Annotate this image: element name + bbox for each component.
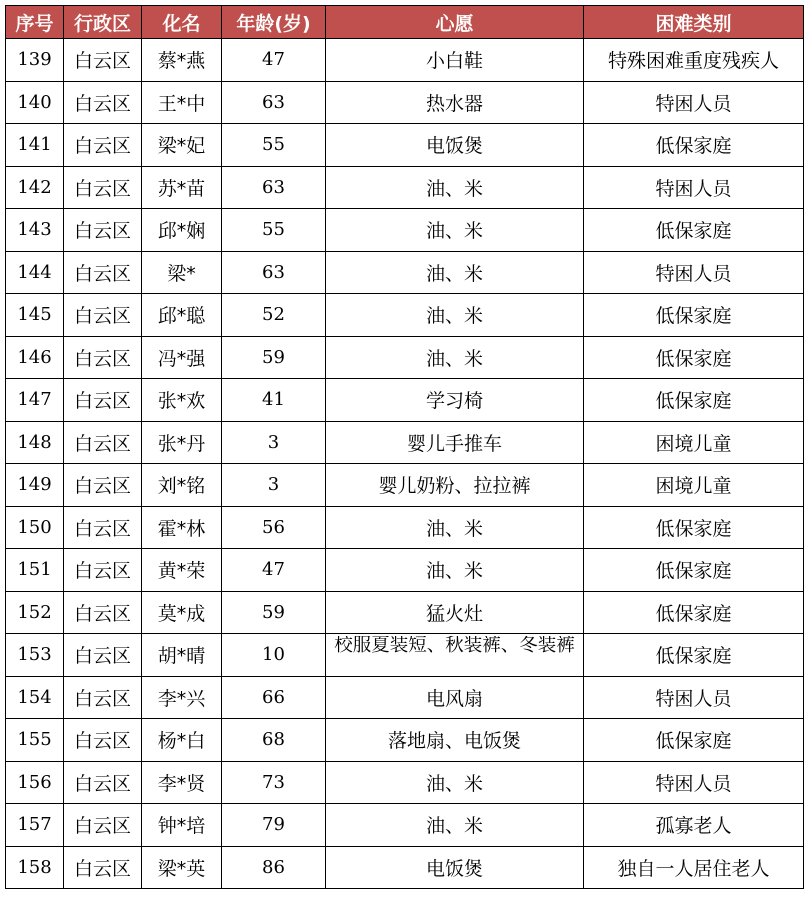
wish-cell — [326, 634, 584, 677]
table-row — [6, 379, 804, 422]
district-cell: 白云区 — [64, 506, 142, 549]
alias-cell: 苏*苗 — [142, 166, 222, 209]
table-row — [6, 81, 804, 124]
alias-cell: 霍*林 — [142, 506, 222, 549]
category-cell: 低保家庭 — [584, 719, 804, 762]
index-cell: 146 — [6, 336, 64, 379]
district-cell: 白云区 — [64, 549, 142, 592]
category-cell: 困境儿童 — [584, 464, 804, 507]
wish-cell: 婴儿奶粉、拉拉裤 — [326, 464, 584, 507]
district-cell: 白云区 — [64, 81, 142, 124]
table-row — [6, 634, 804, 677]
district-cell: 白云区 — [64, 336, 142, 379]
category-cell: 低保家庭 — [584, 294, 804, 337]
category-cell: 特困人员 — [584, 81, 804, 124]
category-cell: 特困人员 — [584, 166, 804, 209]
alias-cell: 张*欢 — [142, 379, 222, 422]
age-cell: 52 — [222, 294, 326, 337]
table-row — [6, 676, 804, 719]
district-cell: 白云区 — [64, 846, 142, 889]
alias-cell: 钟*培 — [142, 804, 222, 847]
alias-cell: 梁*英 — [142, 846, 222, 889]
district-cell: 白云区 — [64, 124, 142, 167]
district-cell: 白云区 — [64, 294, 142, 337]
table-row — [6, 549, 804, 592]
alias-cell: 张*丹 — [142, 421, 222, 464]
index-cell: 147 — [6, 379, 64, 422]
index-cell: 145 — [6, 294, 64, 337]
district-cell: 白云区 — [64, 209, 142, 252]
category-cell: 特困人员 — [584, 251, 804, 294]
wish-cell: 婴儿手推车 — [326, 421, 584, 464]
index-cell: 153 — [6, 634, 64, 677]
alias-cell: 刘*铭 — [142, 464, 222, 507]
category-cell: 低保家庭 — [584, 549, 804, 592]
alias-cell: 梁*妃 — [142, 124, 222, 167]
category-cell: 低保家庭 — [584, 591, 804, 634]
district-cell: 白云区 — [64, 421, 142, 464]
category-cell: 孤寡老人 — [584, 804, 804, 847]
district-cell: 白云区 — [64, 379, 142, 422]
age-cell: 55 — [222, 124, 326, 167]
district-cell: 白云区 — [64, 39, 142, 82]
alias-cell: 杨*白 — [142, 719, 222, 762]
age-cell: 66 — [222, 676, 326, 719]
wish-cell: 小白鞋 — [326, 39, 584, 82]
category-cell: 低保家庭 — [584, 506, 804, 549]
wish-cell: 油、米 — [326, 506, 584, 549]
age-cell: 86 — [222, 846, 326, 889]
category-cell: 特困人员 — [584, 676, 804, 719]
table-row — [6, 251, 804, 294]
wish-cell: 油、米 — [326, 804, 584, 847]
alias-cell: 冯*强 — [142, 336, 222, 379]
index-cell: 148 — [6, 421, 64, 464]
district-cell: 白云区 — [64, 591, 142, 634]
table-row — [6, 846, 804, 889]
age-cell: 55 — [222, 209, 326, 252]
index-cell: 142 — [6, 166, 64, 209]
category-cell: 低保家庭 — [584, 209, 804, 252]
header-cell-age: 年龄(岁) — [222, 6, 326, 39]
alias-cell: 李*贤 — [142, 761, 222, 804]
index-cell: 155 — [6, 719, 64, 762]
index-cell: 158 — [6, 846, 64, 889]
index-cell: 140 — [6, 81, 64, 124]
alias-cell: 胡*晴 — [142, 634, 222, 677]
age-cell: 73 — [222, 761, 326, 804]
table-row — [6, 336, 804, 379]
header-cell-wish: 心愿 — [326, 6, 584, 39]
wish-cell: 油、米 — [326, 761, 584, 804]
index-cell: 150 — [6, 506, 64, 549]
table-row — [6, 804, 804, 847]
index-cell: 143 — [6, 209, 64, 252]
age-cell: 56 — [222, 506, 326, 549]
index-cell: 141 — [6, 124, 64, 167]
category-cell: 低保家庭 — [584, 124, 804, 167]
wish-cell: 油、米 — [326, 336, 584, 379]
alias-cell: 黄*荣 — [142, 549, 222, 592]
wish-cell: 落地扇、电饭煲 — [326, 719, 584, 762]
age-cell: 63 — [222, 166, 326, 209]
index-cell: 152 — [6, 591, 64, 634]
wish-cell: 电风扇 — [326, 676, 584, 719]
alias-cell: 王*中 — [142, 81, 222, 124]
age-cell: 47 — [222, 39, 326, 82]
header-row — [6, 6, 804, 39]
wish-cell: 猛火灶 — [326, 591, 584, 634]
category-cell: 特困人员 — [584, 761, 804, 804]
district-cell: 白云区 — [64, 634, 142, 677]
index-cell: 144 — [6, 251, 64, 294]
table-body — [6, 39, 804, 889]
wish-cell: 学习椅 — [326, 379, 584, 422]
index-cell: 156 — [6, 761, 64, 804]
index-cell: 157 — [6, 804, 64, 847]
table-row — [6, 39, 804, 82]
table-row — [6, 124, 804, 167]
alias-cell: 邱*聪 — [142, 294, 222, 337]
wish-table — [5, 5, 804, 889]
index-cell: 139 — [6, 39, 64, 82]
alias-cell: 梁* — [142, 251, 222, 294]
table-row — [6, 166, 804, 209]
wish-text: 校服夏装短、秋装裤、冬装裤 — [334, 635, 575, 656]
header-cell-alias: 化名 — [142, 6, 222, 39]
district-cell: 白云区 — [64, 166, 142, 209]
table-row — [6, 294, 804, 337]
age-cell: 68 — [222, 719, 326, 762]
wish-cell: 油、米 — [326, 549, 584, 592]
wish-cell: 热水器 — [326, 81, 584, 124]
age-cell: 3 — [222, 464, 326, 507]
table-row — [6, 719, 804, 762]
table-row — [6, 464, 804, 507]
table-row — [6, 209, 804, 252]
age-cell: 41 — [222, 379, 326, 422]
table-row — [6, 421, 804, 464]
district-cell: 白云区 — [64, 719, 142, 762]
header-cell-district: 行政区 — [64, 6, 142, 39]
age-cell: 79 — [222, 804, 326, 847]
district-cell: 白云区 — [64, 761, 142, 804]
index-cell: 151 — [6, 549, 64, 592]
district-cell: 白云区 — [64, 464, 142, 507]
wish-cell: 油、米 — [326, 209, 584, 252]
wish-cell: 油、米 — [326, 294, 584, 337]
age-cell: 10 — [222, 634, 326, 677]
table-row — [6, 761, 804, 804]
age-cell: 47 — [222, 549, 326, 592]
index-cell: 154 — [6, 676, 64, 719]
category-cell: 特殊困难重度残疾人 — [584, 39, 804, 82]
category-cell: 低保家庭 — [584, 336, 804, 379]
wish-cell: 油、米 — [326, 166, 584, 209]
header-cell-index: 序号 — [6, 6, 64, 39]
header-cell-category: 困难类别 — [584, 6, 804, 39]
age-cell: 63 — [222, 251, 326, 294]
category-cell: 低保家庭 — [584, 634, 804, 677]
category-cell: 困境儿童 — [584, 421, 804, 464]
table-row — [6, 591, 804, 634]
age-cell: 3 — [222, 421, 326, 464]
age-cell: 59 — [222, 336, 326, 379]
age-cell: 63 — [222, 81, 326, 124]
district-cell: 白云区 — [64, 251, 142, 294]
alias-cell: 莫*成 — [142, 591, 222, 634]
district-cell: 白云区 — [64, 804, 142, 847]
district-cell: 白云区 — [64, 676, 142, 719]
wish-cell: 电饭煲 — [326, 846, 584, 889]
index-cell: 149 — [6, 464, 64, 507]
wish-cell: 电饭煲 — [326, 124, 584, 167]
category-cell: 独自一人居住老人 — [584, 846, 804, 889]
table-row — [6, 506, 804, 549]
alias-cell: 蔡*燕 — [142, 39, 222, 82]
age-cell: 59 — [222, 591, 326, 634]
alias-cell: 邱*娴 — [142, 209, 222, 252]
alias-cell: 李*兴 — [142, 676, 222, 719]
wish-cell: 油、米 — [326, 251, 584, 294]
category-cell: 低保家庭 — [584, 379, 804, 422]
